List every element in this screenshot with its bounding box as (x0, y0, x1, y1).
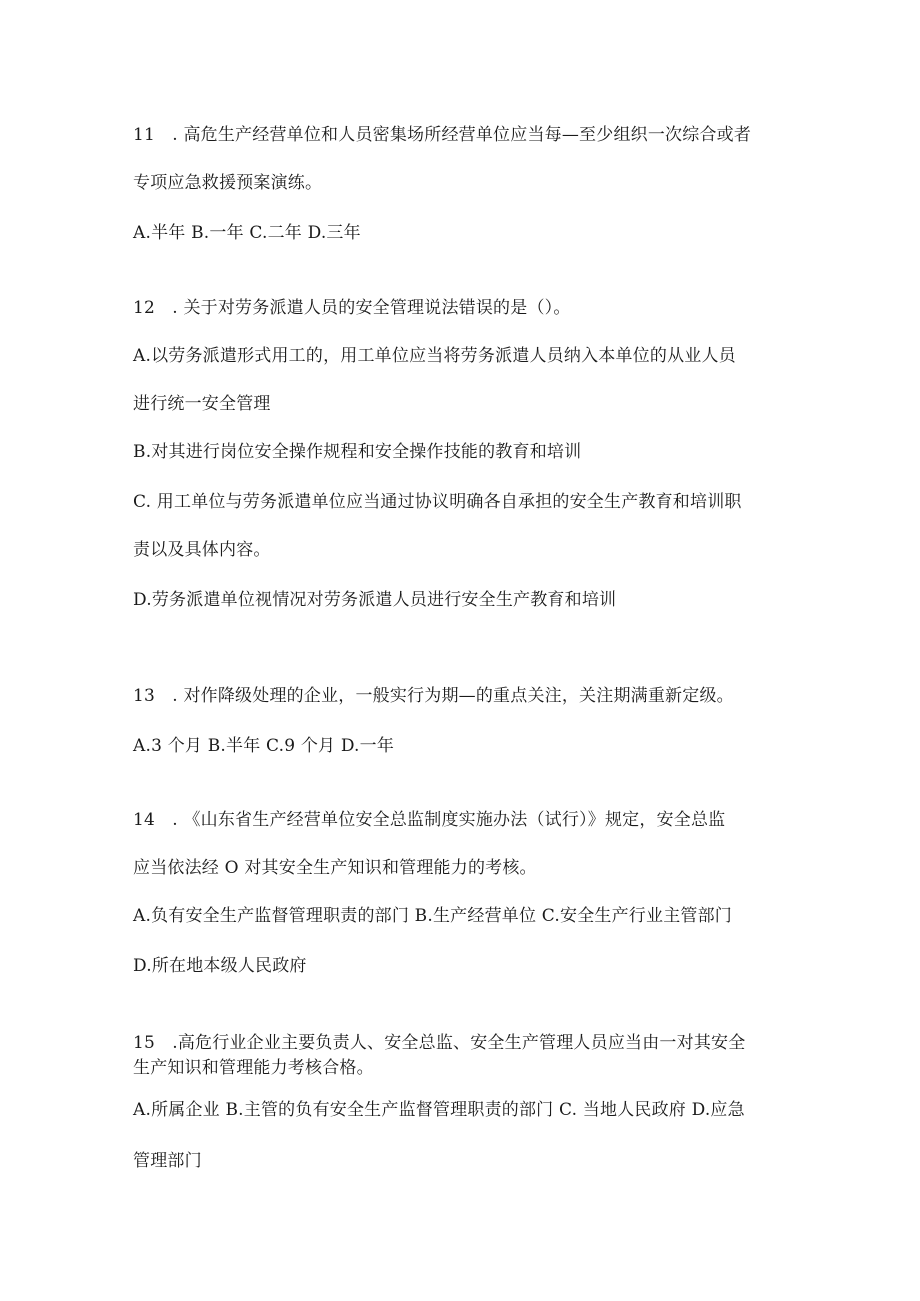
option-d: D.劳务派遣单位视情况对劳务派遣人员进行安全生产教育和培训 (133, 590, 617, 610)
question-text-line: 生产知识和管理能力考核合格。 (133, 1058, 374, 1078)
question-text-line: 12 . 关于对劳务派遣人员的安全管理说法错误的是（）。 (133, 298, 571, 318)
answer-options-continued: D.所在地本级人民政府 (133, 956, 307, 976)
answer-options: A.所属企业 B.主管的负有安全生产监督管理职责的部门 C. 当地人民政府 D.应急 (133, 1100, 745, 1120)
question-text-line: 14 . 《山东省生产经营单位安全总监制度实施办法（试行）》规定，安全总监 (133, 810, 726, 830)
answer-options: A.负有安全生产监督管理职责的部门 B.生产经营单位 C.安全生产行业主管部门 (133, 906, 732, 926)
answer-options-continued: 管理部门 (133, 1151, 202, 1171)
answer-options: A.半年 B.一年 C.二年 D.三年 (133, 223, 361, 243)
option-a: A.以劳务派遣形式用工的，用工单位应当将劳务派遣人员纳入本单位的从业人员 (133, 346, 736, 366)
question-text-line: 15 .高危行业企业主要负责人、安全总监、安全生产管理人员应当由一对其安全 (133, 1033, 746, 1053)
question-text-line: 专项应急救援预案演练。 (133, 173, 323, 193)
answer-options: A.3 个月 B.半年 C.9 个月 D.一年 (133, 736, 395, 756)
question-text-line: 13 . 对作降级处理的企业，一般实行为期—的重点关注，关注期满重新定级。 (133, 686, 734, 706)
option-a-continued: 进行统一安全管理 (133, 394, 271, 414)
option-c-continued: 责以及具体内容。 (133, 540, 271, 560)
question-text-line: 应当依法经 O 对其安全生产知识和管理能力的考核。 (133, 858, 537, 878)
option-c: C. 用工单位与劳务派遣单位应当通过协议明确各自承担的安全生产教育和培训职 (133, 492, 742, 512)
option-b: B.对其进行岗位安全操作规程和安全操作技能的教育和培训 (133, 442, 582, 462)
question-text-line: 11 . 高危生产经营单位和人员密集场所经营单位应当每—至少组织一次综合或者 (133, 125, 752, 145)
